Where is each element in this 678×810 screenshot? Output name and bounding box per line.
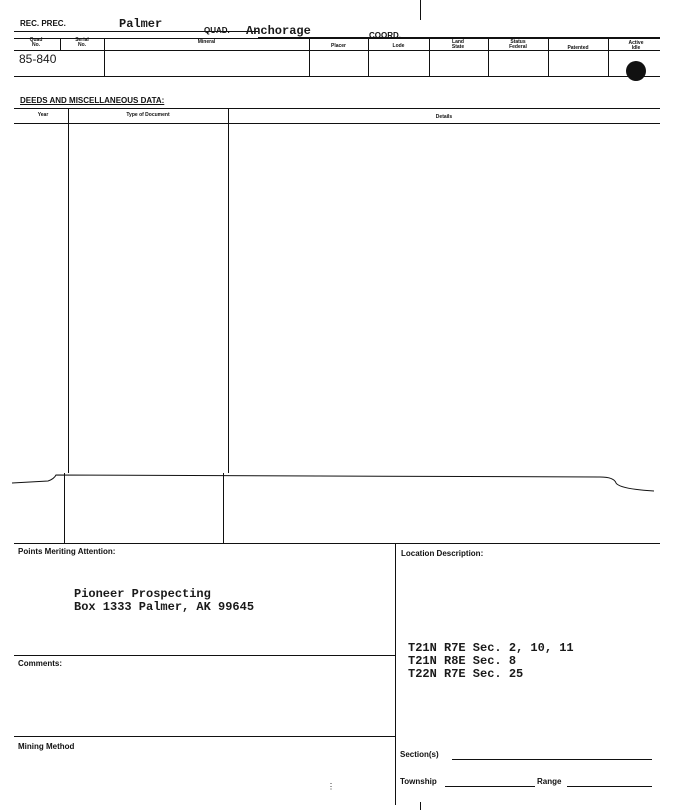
location-line-2[interactable]: T21N R8E Sec. 8 — [408, 654, 517, 668]
rec-prec-value[interactable]: Palmer — [119, 17, 163, 31]
township-label: Township — [400, 777, 437, 786]
points-line-2[interactable]: Box 1333 Palmer, AK 99645 — [74, 600, 255, 614]
bottom-divider — [395, 543, 396, 805]
torn-edge — [0, 465, 678, 495]
col-year: Year — [37, 112, 49, 118]
col-status-federal: Status Federal — [509, 39, 527, 50]
location-label: Location Description: — [401, 549, 484, 558]
year-divider — [68, 108, 69, 473]
quad-label: QUAD. — [204, 26, 230, 35]
comments-label: Comments: — [18, 659, 63, 668]
location-line-1[interactable]: T21N R7E Sec. 2, 10, 11 — [408, 641, 574, 655]
col-quad-no: Quad No. — [29, 37, 43, 48]
section-label: Section(s) — [400, 750, 439, 759]
section-field[interactable] — [452, 759, 652, 760]
points-line-1[interactable]: Pioneer Prospecting — [74, 587, 211, 601]
col-mineral: Mineral — [197, 39, 216, 45]
col-patented: Patented — [567, 45, 589, 51]
col-details: Details — [435, 114, 453, 120]
mining-method-label: Mining Method — [18, 742, 75, 751]
col-serial-no: Serial No. — [75, 37, 89, 48]
type-divider — [228, 108, 229, 473]
active-idle-mark[interactable] — [626, 61, 646, 81]
col-lode: Lode — [392, 43, 405, 49]
deeds-title: DEEDS AND MISCELLANEOUS DATA: — [20, 96, 165, 105]
location-line-3[interactable]: T22N R7E Sec. 25 — [408, 667, 524, 681]
points-label: Points Meriting Attention: — [18, 547, 116, 556]
col-active-idle: Active Idle — [628, 40, 644, 51]
col-placer: Placer — [330, 43, 346, 49]
quad-number-value[interactable]: 85-840 — [19, 52, 57, 66]
col-type-of-document: Type of Document — [126, 112, 170, 118]
rec-prec-label: REC. PREC. — [20, 19, 66, 28]
range-label: Range — [537, 777, 562, 786]
range-field[interactable] — [567, 786, 652, 787]
quad-value[interactable]: Anchorage — [246, 24, 311, 38]
col-land-state: Land State — [451, 39, 465, 50]
stray-mark: ⋮ — [327, 782, 335, 791]
township-field[interactable] — [445, 786, 535, 787]
coord-label: COORD. — [369, 31, 401, 40]
